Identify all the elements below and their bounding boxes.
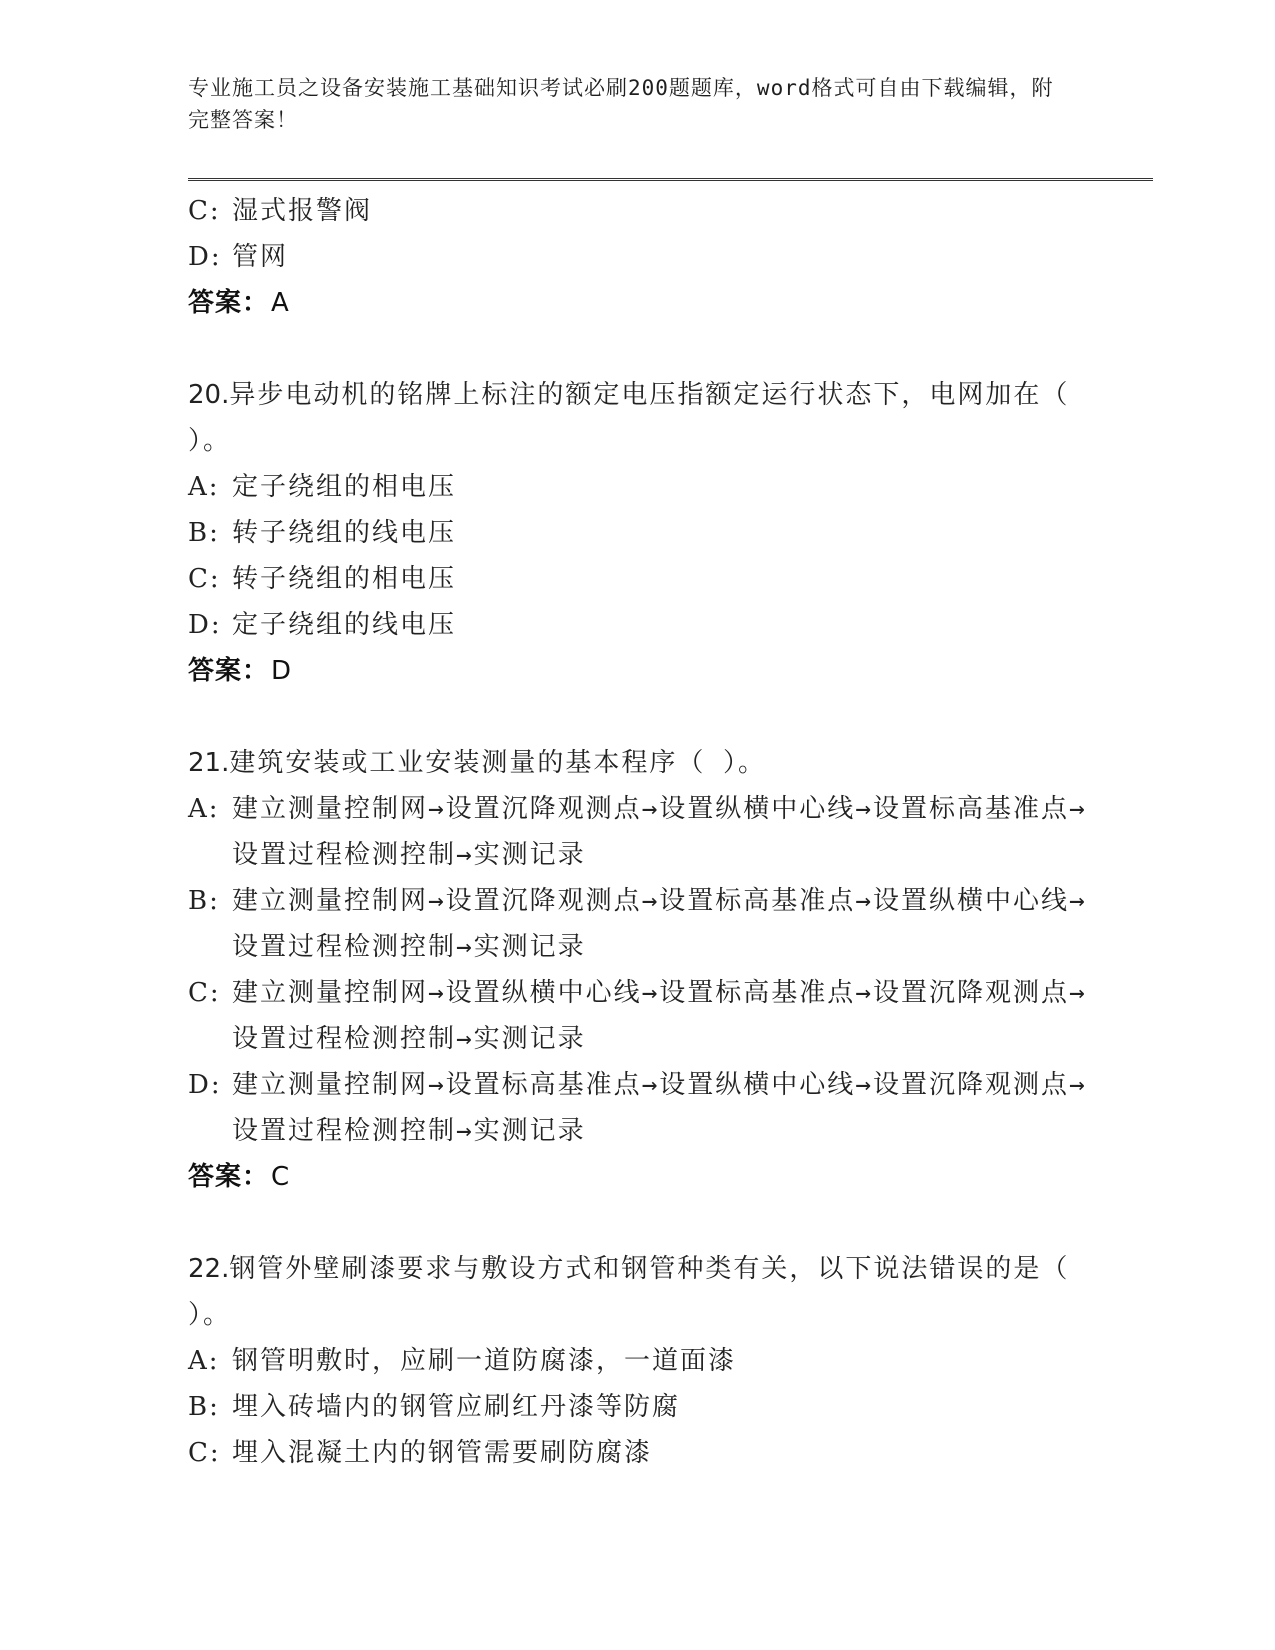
option-d: [188, 602, 1088, 648]
question-stem-21: [188, 740, 1088, 786]
answer-label: 答案：: [188, 1162, 270, 1192]
header-divider: [188, 178, 1153, 181]
answer-line: [188, 1154, 1088, 1200]
option-text: 建立测量控制网→设置沉降观测点→设置标高基准点→设置纵横中心线→设置过程检测控制→实测记录: [232, 886, 1087, 962]
option-text: 埋入混凝土内的钢管需要刷防腐漆: [232, 1438, 653, 1468]
option-d: [188, 234, 1088, 280]
option-letter: B:: [188, 886, 220, 916]
option-letter: D:: [188, 610, 222, 640]
answer-label: 答案：: [188, 656, 270, 686]
option-letter: C:: [188, 196, 221, 226]
answer-value: A: [271, 288, 290, 318]
question-number: 22.: [188, 1254, 230, 1284]
option-letter: C:: [188, 1438, 221, 1468]
answer-line: [188, 280, 1088, 326]
answer-value: D: [271, 656, 293, 686]
option-a: [188, 1338, 1088, 1384]
option-text: 湿式报警阀: [232, 196, 373, 226]
option-b: [188, 510, 1088, 556]
option-text: 转子绕组的相电压: [232, 564, 457, 594]
option-text: 建立测量控制网→设置沉降观测点→设置纵横中心线→设置标高基准点→设置过程检测控制→实测记录: [232, 794, 1087, 870]
spacer: [188, 694, 1088, 740]
option-text: 定子绕组的相电压: [232, 472, 457, 502]
answer-label: 答案：: [188, 288, 270, 318]
option-text: 埋入砖墙内的钢管应刷红丹漆等防腐: [232, 1392, 681, 1422]
answer-value: C: [271, 1162, 291, 1192]
option-letter: C:: [188, 978, 221, 1008]
option-text: 转子绕组的线电压: [232, 518, 457, 548]
option-text: 建立测量控制网→设置纵横中心线→设置标高基准点→设置沉降观测点→设置过程检测控制→实测记录: [232, 978, 1087, 1054]
question-text: 建筑安装或工业安装测量的基本程序（ ）。: [229, 748, 767, 778]
option-b: [188, 1384, 1088, 1430]
option-letter: A:: [188, 1346, 220, 1376]
option-text: 定子绕组的线电压: [232, 610, 457, 640]
question-text: 钢管外壁刷漆要求与敷设方式和钢管种类有关，以下说法错误的是（ ）。: [188, 1254, 1070, 1330]
question-stem-22: [188, 1246, 1088, 1338]
option-text: 管网: [232, 242, 289, 272]
option-c: [188, 556, 1088, 602]
option-letter: B:: [188, 518, 220, 548]
answer-line: [188, 648, 1088, 694]
option-text: 钢管明敷时，应刷一道防腐漆，一道面漆: [232, 1346, 737, 1376]
option-c: [188, 188, 1088, 234]
question-number: 21.: [188, 748, 230, 778]
option-a: [188, 786, 1088, 878]
option-letter: B:: [188, 1392, 220, 1422]
question-stem-20: [188, 372, 1088, 464]
question-number: 20.: [188, 380, 230, 410]
option-b: [188, 878, 1088, 970]
option-letter: D:: [188, 242, 222, 272]
option-c: [188, 1430, 1088, 1476]
option-c: [188, 970, 1088, 1062]
spacer: [188, 1200, 1088, 1246]
option-letter: D:: [188, 1070, 222, 1100]
spacer: [188, 326, 1088, 372]
question-text: 异步电动机的铭牌上标注的额定电压指额定运行状态下，电网加在（ ）。: [188, 380, 1070, 456]
option-letter: C:: [188, 564, 221, 594]
option-a: [188, 464, 1088, 510]
question-content: [188, 188, 1088, 1476]
option-text: 建立测量控制网→设置标高基准点→设置纵横中心线→设置沉降观测点→设置过程检测控制→实测记录: [232, 1070, 1087, 1146]
option-letter: A:: [188, 794, 220, 824]
option-d: [188, 1062, 1088, 1154]
option-letter: A:: [188, 472, 220, 502]
document-header: 专业施工员之设备安装施工基础知识考试必刷200题题库，word格式可自由下载编辑，附完整答案！: [188, 76, 1054, 132]
